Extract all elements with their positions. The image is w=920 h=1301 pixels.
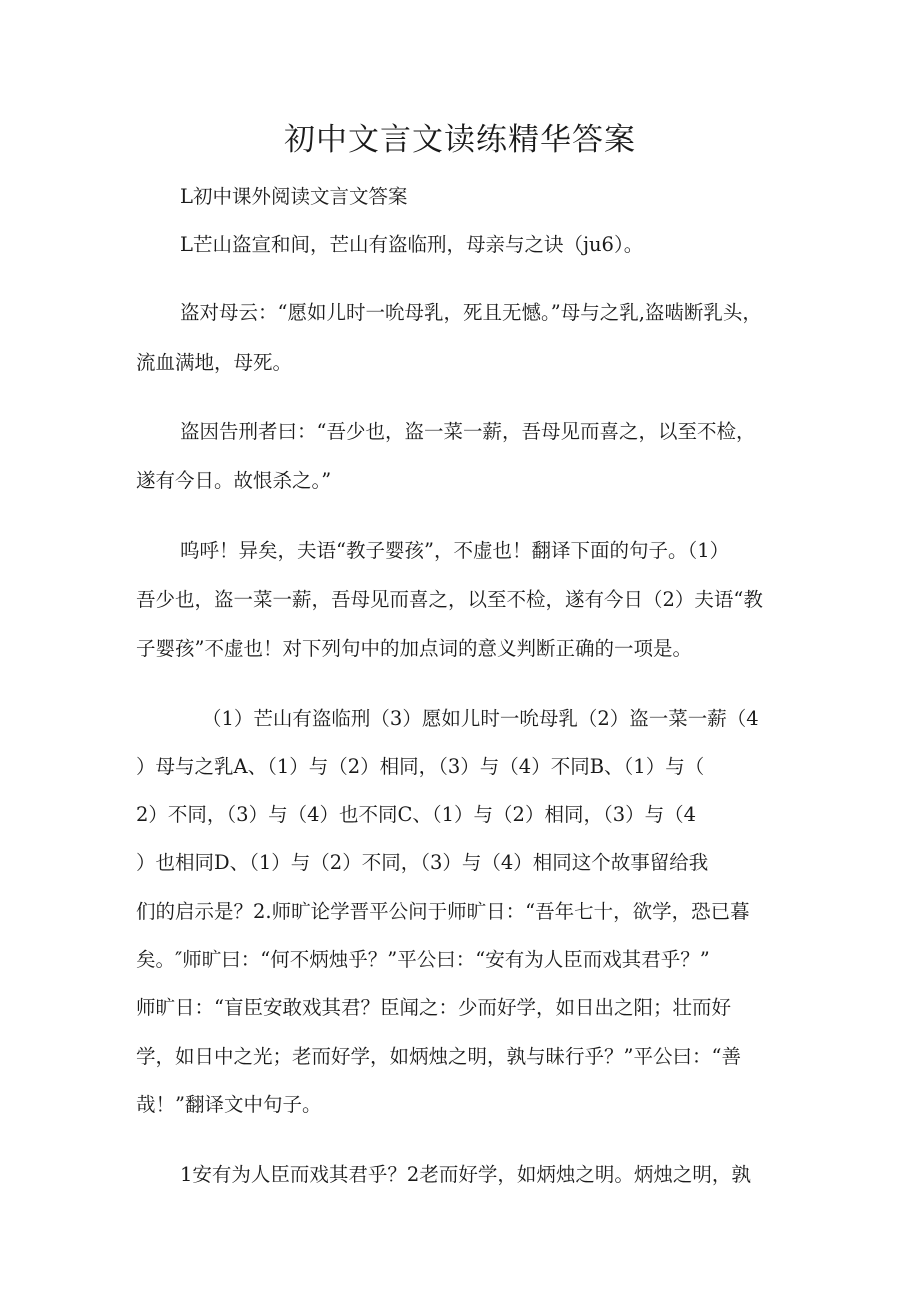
text-line: 师旷日：“盲臣安敢戏其君？臣闻之：少而好学，如日出之阳；壮而好 <box>136 996 731 1019</box>
text-line: 呜呼！异矣，夫语“教子婴孩”，不虚也！翻译下面的句子。（1） <box>180 539 730 562</box>
text-line: 吾少也，盗一菜一薪，吾母见而喜之，以至不检，遂有今日（2）夫语“教 <box>136 588 763 611</box>
text-line: 盗对母云：“愿如儿时一吮母乳，死且无憾。”母与之乳,盗啮断乳头， <box>180 301 762 324</box>
text-line: 流血满地，母死。 <box>136 351 293 374</box>
text-line: （1）芒山有盗临刑（3）愿如儿时一吮母乳（2）盗一菜一薪（4 <box>202 707 759 730</box>
text-line: L初中课外阅读文言文答案 <box>180 185 408 208</box>
text-line: 1安有为人臣而戏其君乎？2老而好学，如炳烛之明。炳烛之明，孰 <box>180 1163 751 1186</box>
text-line: L芒山盗宣和间，芒山有盗临刑，母亲与之诀（ju6）。 <box>180 233 644 256</box>
text-line: 学，如日中之光；老而好学，如炳烛之明，孰与昧行乎？”平公曰：“善 <box>136 1045 741 1068</box>
document-title: 初中文言文读练精华答案 <box>284 122 636 158</box>
text-line: 2）不同，（3）与（4）也不同C、（1）与（2）相同，（3）与（4 <box>136 803 697 826</box>
text-line: 遂有今日。故恨杀之。” <box>136 469 332 492</box>
text-line: 哉！”翻译文中句子。 <box>136 1093 322 1116</box>
text-line: 盗因告刑者曰：“吾少也，盗一菜一薪，吾母见而喜之，以至不检， <box>180 420 756 443</box>
text-line: ）母与之乳A、（1）与（2）相同，（3）与（4）不同B、（1）与（ <box>136 755 705 778</box>
text-line: 矣。″师旷曰：“何不炳烛乎？”平公曰：“安有为人臣而戏其君乎？” <box>136 948 710 971</box>
text-line: ）也相同D、（1）与（2）不同，（3）与（4）相同这个故事留给我 <box>136 851 709 874</box>
text-line: 子婴孩”不虚也！对下列句中的加点词的意义判断正确的一项是。 <box>136 637 692 660</box>
text-line: 们的启示是？2.师旷论学晋平公问于师旷日：“吾年七十，欲学，恐已暮 <box>136 900 750 923</box>
